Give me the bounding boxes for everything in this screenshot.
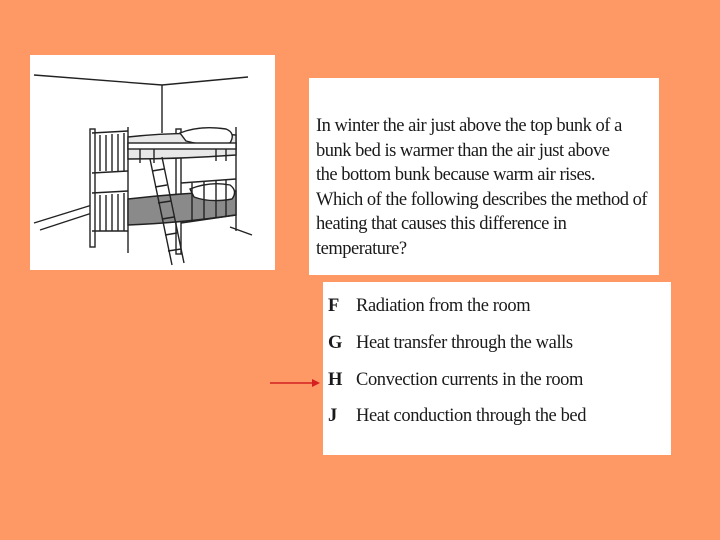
question-line: the bottom bunk because warm air rises. [316,165,595,186]
answer-options-panel [323,282,671,455]
option-letter: G [328,333,342,353]
option-letter: H [328,370,342,390]
answer-option-f [328,296,530,317]
option-letter: J [328,406,337,426]
question-line: bunk bed is warmer than the air just above [316,140,610,161]
question-line: Which of the following describes the method of [316,189,647,210]
option-letter: F [328,296,339,316]
option-text: Convection currents in the room [356,370,584,390]
question-line: heating that causes this difference in [316,214,567,235]
question-panel [309,78,659,275]
bunk-bed-illustration [30,55,275,270]
question-line: In winter the air just above the top bunk of a [316,116,622,136]
answer-arrow-icon [270,377,320,389]
answer-option-j [328,406,586,427]
option-text: Heat conduction through the bed [356,406,587,426]
question-text [316,114,656,262]
bunk-bed-drawing [30,55,275,270]
option-text: Heat transfer through the walls [356,333,573,353]
answer-option-h [328,370,583,391]
question-line: temperature? [316,238,407,259]
option-text: Radiation from the room [356,296,531,316]
answer-option-g [328,333,573,354]
